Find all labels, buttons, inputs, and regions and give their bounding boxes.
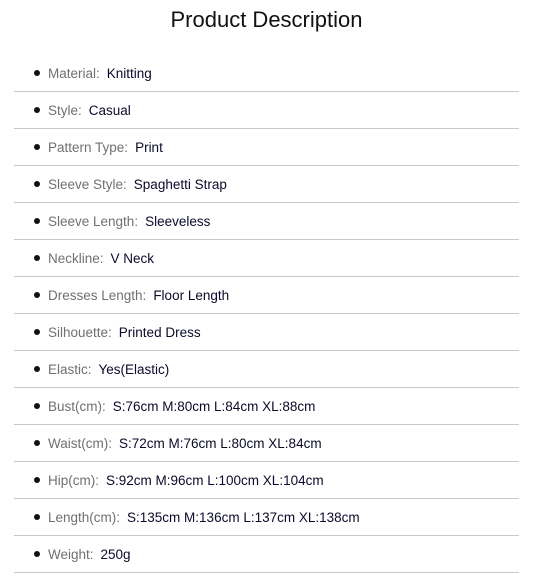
spec-value: Floor Length xyxy=(153,287,230,303)
bullet-icon xyxy=(34,551,40,557)
spec-label: Style: xyxy=(48,102,82,118)
bullet-icon xyxy=(34,329,40,335)
page-title: Product Description xyxy=(170,7,363,32)
spec-label: Pattern Type: xyxy=(48,139,129,155)
spec-label: Sleeve Length: xyxy=(48,213,139,229)
spec-value: S:76cm M:80cm L:84cm XL:88cm xyxy=(112,398,316,414)
spec-row-style xyxy=(14,92,519,129)
spec-value: 250g xyxy=(100,546,131,562)
bullet-icon xyxy=(34,70,40,76)
spec-value: Spaghetti Strap xyxy=(133,176,227,192)
spec-list xyxy=(14,55,519,573)
bullet-icon xyxy=(34,477,40,483)
spec-value: Sleeveless xyxy=(145,213,211,229)
spec-label: Neckline: xyxy=(48,250,104,266)
spec-label: Bust(cm): xyxy=(48,398,106,414)
spec-label: Material: xyxy=(48,65,100,81)
bullet-icon xyxy=(34,107,40,113)
spec-row-bust xyxy=(14,388,519,425)
bullet-icon xyxy=(34,403,40,409)
spec-row-material xyxy=(14,55,519,92)
spec-label: Waist(cm): xyxy=(48,435,112,451)
spec-row-dresses-length xyxy=(14,277,519,314)
spec-label: Length(cm): xyxy=(48,509,121,525)
spec-row-sleeve-style xyxy=(14,166,519,203)
bullet-icon xyxy=(34,181,40,187)
spec-value: S:72cm M:76cm L:80cm XL:84cm xyxy=(119,435,322,451)
spec-value: Printed Dress xyxy=(118,324,201,340)
spec-value: Yes(Elastic) xyxy=(98,361,170,377)
spec-row-neckline xyxy=(14,240,519,277)
spec-row-waist xyxy=(14,425,519,462)
bullet-icon xyxy=(34,440,40,446)
spec-label: Silhouette: xyxy=(48,324,112,340)
spec-value: S:135cm M:136cm L:137cm XL:138cm xyxy=(127,509,360,525)
spec-value: V Neck xyxy=(110,250,155,266)
spec-label: Hip(cm): xyxy=(48,472,99,488)
bullet-icon xyxy=(34,218,40,224)
spec-row-weight xyxy=(14,536,519,573)
bullet-icon xyxy=(34,514,40,520)
bullet-icon xyxy=(34,366,40,372)
bullet-icon xyxy=(34,144,40,150)
spec-row-silhouette xyxy=(14,314,519,351)
spec-label: Elastic: xyxy=(48,361,92,377)
spec-label: Weight: xyxy=(48,546,94,562)
bullet-icon xyxy=(34,292,40,298)
spec-value: Print xyxy=(135,139,163,155)
spec-row-hip xyxy=(14,462,519,499)
spec-row-pattern-type xyxy=(14,129,519,166)
bullet-icon xyxy=(34,255,40,261)
spec-row-length xyxy=(14,499,519,536)
spec-row-elastic xyxy=(14,351,519,388)
spec-row-sleeve-length xyxy=(14,203,519,240)
spec-value: Casual xyxy=(88,102,131,118)
spec-label: Sleeve Style: xyxy=(48,176,127,192)
spec-value: S:92cm M:96cm L:100cm XL:104cm xyxy=(106,472,324,488)
spec-value: Knitting xyxy=(106,65,152,81)
spec-label: Dresses Length: xyxy=(48,287,147,303)
